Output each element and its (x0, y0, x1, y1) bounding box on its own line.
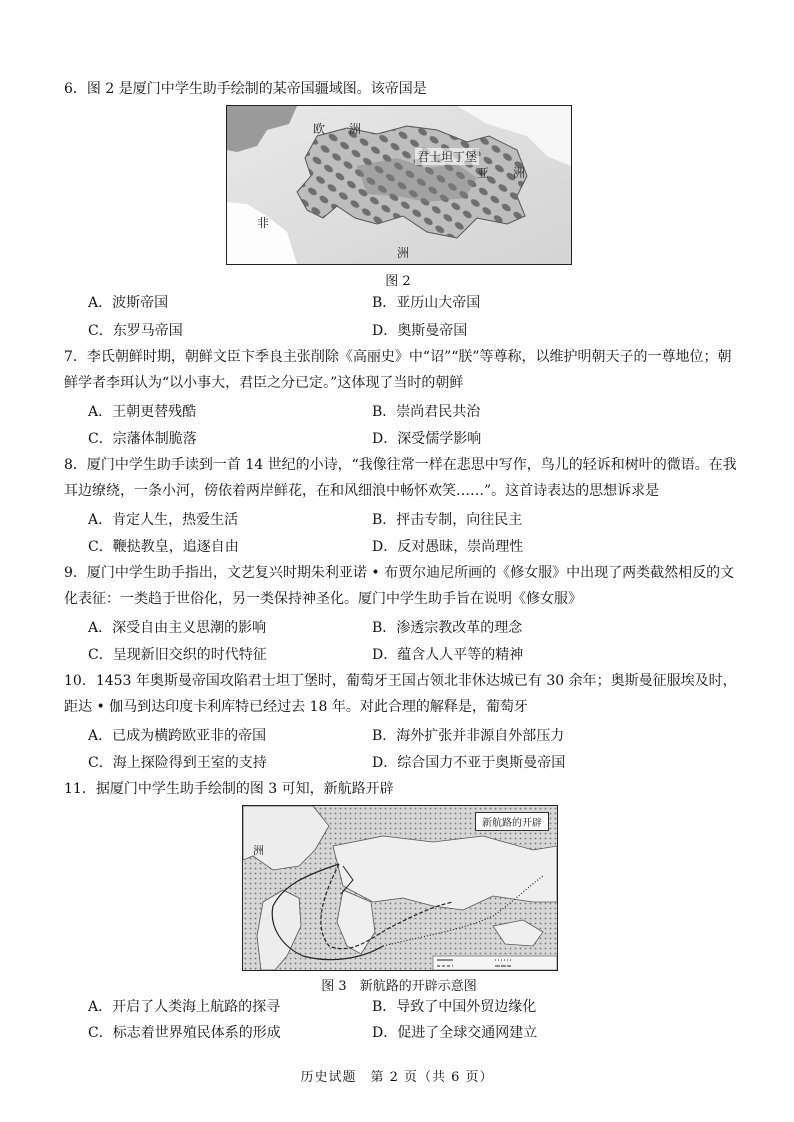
q8-option-d[interactable]: D．反对愚昧，崇尚理性 (372, 539, 524, 555)
question-8-stem: 8．厦门中学生助手读到一首 14 世纪的小诗，“我像往常一样在悲思中写作，鸟儿的轻诉和树叶的微语。在我耳边缭绕，一条小河，傍依着两岸鲜花，在和风细浪中畅怀欢笑……”。这首诗表达的思想诉求是 (64, 457, 737, 499)
q6-option-c[interactable]: C．东罗马帝国 (88, 323, 183, 339)
q11-option-d[interactable]: D．促进了全球交通网建立 (372, 1025, 538, 1041)
territory-map-graphic (227, 106, 571, 264)
figure-2-caption: 图 2 (385, 274, 411, 289)
q8-option-c[interactable]: C．鞭挞教皇，追逐自由 (88, 539, 239, 555)
q11-option-b[interactable]: B．导致了中国外贸边缘化 (372, 999, 537, 1015)
q6-option-b[interactable]: B．亚历山大帝国 (372, 295, 481, 311)
q10-option-b[interactable]: B．海外扩张并非源自外部压力 (372, 728, 565, 744)
q7-option-b[interactable]: B．崇尚君民共治 (372, 404, 481, 420)
q11-option-a[interactable]: A．开启了人类海上航路的探寻 (88, 999, 281, 1015)
q9-option-a[interactable]: A．深受自由主义思潮的影响 (88, 620, 267, 636)
q10-option-c[interactable]: C．海上探险得到王室的支持 (88, 755, 267, 771)
question-11-stem: 11．据厦门中学生助手绘制的图 3 可知，新航路开辟 (64, 781, 394, 797)
europe-label: 欧 洲 (313, 122, 362, 136)
question-6-stem: 6．图 2 是厦门中学生助手绘制的某帝国疆域图。该帝国是 (64, 81, 427, 97)
q6-option-a[interactable]: A．波斯帝国 (88, 295, 169, 311)
question-10-stem: 10．1453 年奥斯曼帝国攻陷君士坦丁堡时，葡萄牙王国占领北非休达城已有 30 余年；奥斯曼征服埃及时，距达 • 伽马到达印度卡利库特已经过去 18 年。对此合理的解释是，葡萄牙 (64, 673, 737, 715)
page-footer: 历史试题 第 2 页（共 6 页） (300, 1070, 494, 1085)
q6-option-d[interactable]: D．奥斯曼帝国 (372, 323, 468, 339)
q7-option-a[interactable]: A．王朝更替残酷 (88, 404, 197, 420)
asia-label: 亚 洲 (477, 166, 526, 180)
q10-option-d[interactable]: D．综合国力不亚于奥斯曼帝国 (372, 755, 566, 771)
constantinople-label: 君士坦丁堡 (417, 150, 478, 164)
q9-option-c[interactable]: C．呈现新旧交织的时代特征 (88, 647, 267, 663)
q10-option-a[interactable]: A．已成为横跨欧亚非的帝国 (88, 728, 267, 744)
q7-option-d[interactable]: D．深受儒学影响 (372, 431, 482, 447)
q8-option-a[interactable]: A．肯定人生，热爱生活 (88, 512, 239, 528)
q7-option-c[interactable]: C．宗藩体制脆落 (88, 431, 197, 447)
map-title: 新航路的开辟 (475, 812, 549, 831)
q8-option-b[interactable]: B．抨击专制，向往民主 (372, 512, 523, 528)
q9-option-b[interactable]: B．渗透宗教改革的理念 (372, 620, 523, 636)
map-europe-label: 洲 (253, 844, 264, 857)
empire-territory-map (226, 105, 572, 265)
new-sea-routes-map (242, 805, 558, 971)
question-9-stem: 9．厦门中学生助手指出，文艺复兴时期朱利亚诺 • 布贾尔迪尼所画的《修女服》中出现了两类截然相反的文化表征：一类趋于世俗化，另一类保持神圣化。厦门中学生助手旨在说明《修女服》 (64, 565, 735, 607)
q11-option-c[interactable]: C．标志着世界殖民体系的形成 (88, 1025, 281, 1041)
africa-label-2: 洲 (397, 246, 410, 260)
question-7-stem: 7．李氏朝鲜时期，朝鲜文臣卞季良主张削除《高丽史》中“诏”“朕”等尊称，以维护明朝天子的一尊地位；朝鲜学者李珥认为“以小事大，君臣之分已定。”这体现了当时的朝鲜 (64, 349, 732, 391)
africa-label-1: 非 (257, 216, 270, 230)
figure-3-caption: 图 3 新航路的开辟示意图 (321, 979, 477, 994)
q9-option-d[interactable]: D．蕴含人人平等的精神 (372, 647, 524, 663)
